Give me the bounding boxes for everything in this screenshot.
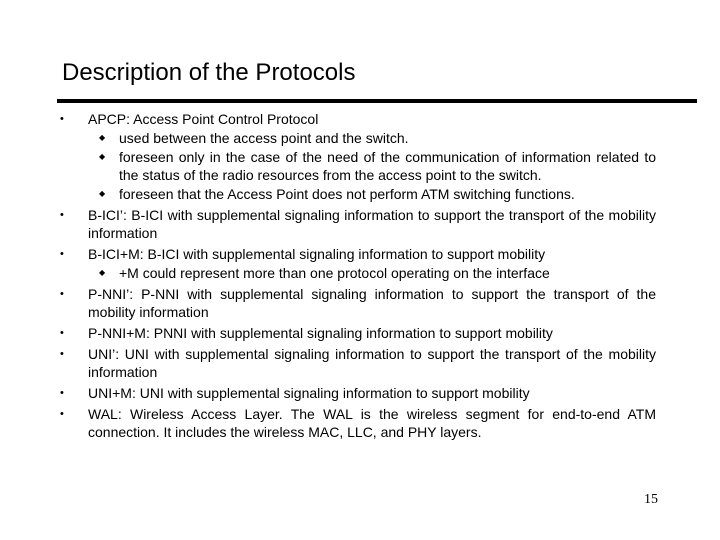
list-item-text: APCP: Access Point Control Protocol [88, 111, 319, 127]
bullet-icon: • [60, 248, 64, 260]
sub-list-item-text: foreseen only in the case of the need of the communication of information related to the status of the radio resources from the access point to the switch. [119, 149, 656, 183]
slide-title: Description of the Protocols [62, 59, 356, 86]
bullet-icon: • [60, 408, 64, 420]
list-item [60, 405, 656, 441]
page-number: 15 [644, 492, 658, 507]
list-item-text: UNI+M: UNI with supplemental signaling information to support mobility [88, 385, 530, 401]
list-item [60, 285, 656, 321]
diamond-bullet-icon: ◆ [99, 268, 106, 277]
list-item [60, 384, 656, 402]
sub-list-item [88, 148, 656, 184]
list-item [60, 110, 656, 203]
list-item-text: B-ICI’: B-ICI with supplemental signaling information to support the transport of the mobility information [88, 207, 656, 241]
list-item-text: UNI’: UNI with supplemental signaling information to support the transport of the mobility information [88, 346, 656, 380]
diamond-bullet-icon: ◆ [99, 152, 106, 161]
bullet-icon: • [60, 327, 64, 339]
sub-list [88, 264, 656, 282]
bullet-icon: • [60, 113, 64, 125]
list-item-text: WAL: Wireless Access Layer. The WAL is the wireless segment for end-to-end ATM connection. It includes the wireless MAC, LLC, and PHY layers. [88, 406, 656, 440]
list-item-text: B-ICI+M: B-ICI with supplemental signaling information to support mobility [88, 246, 546, 262]
bullet-list [60, 110, 656, 444]
bullet-icon: • [60, 209, 64, 221]
list-item [60, 206, 656, 242]
bullet-icon: • [60, 288, 64, 300]
title-underline [57, 99, 697, 103]
diamond-bullet-icon: ◆ [99, 133, 106, 142]
list-item [60, 245, 656, 282]
bullet-icon: • [60, 348, 64, 360]
bullet-icon: • [60, 387, 64, 399]
sub-list-item [88, 129, 656, 147]
sub-list [88, 129, 656, 203]
list-item [60, 345, 656, 381]
list-item-text: P-NNI+M: PNNI with supplemental signaling information to support mobility [88, 325, 553, 341]
sub-list-item-text: +M could represent more than one protocol operating on the interface [119, 265, 550, 281]
sub-list-item [88, 185, 656, 203]
diamond-bullet-icon: ◆ [99, 189, 106, 198]
sub-list-item-text: foreseen that the Access Point does not perform ATM switching functions. [119, 186, 575, 202]
list-item-text: P-NNI’: P-NNI with supplemental signaling information to support the transport of the mobility information [88, 286, 656, 320]
sub-list-item [88, 264, 656, 282]
list-item [60, 324, 656, 342]
sub-list-item-text: used between the access point and the switch. [119, 130, 409, 146]
